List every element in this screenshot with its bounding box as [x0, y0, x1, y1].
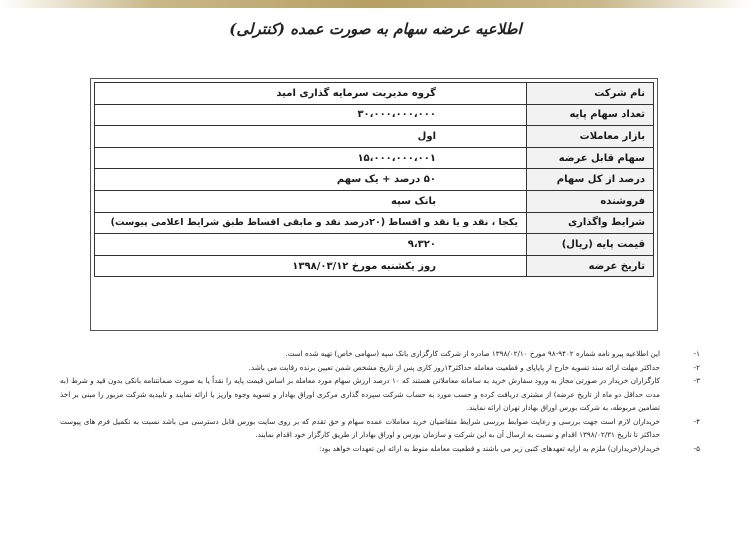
- note-text: این اطلاعیه پیرو نامه شماره ۹۴۰۲-۹۸ مورخ ۱۳۹۸/۰۲/۱۰ صادره از شرکت کارگزاری بانک سپه (سهامی خاص) تهیه شده است.: [285, 349, 660, 358]
- table-row-market: [95, 126, 654, 148]
- row-label: نام شرکت: [527, 83, 654, 105]
- row-label: بازار معاملات: [527, 126, 654, 148]
- note-number: ۵-: [693, 443, 700, 453]
- note-item: [60, 415, 700, 442]
- table-row-terms: [95, 212, 654, 234]
- note-item: [60, 347, 700, 361]
- note-number: ۴-: [693, 416, 700, 426]
- table-row-seller: [95, 190, 654, 212]
- note-text: خریدار(خریداران) ملزم به ارایه تعهدهای کتبی زیر می باشند و قطعیت معامله منوط به ارائه این تعهدات خواهد بود:: [319, 443, 660, 453]
- row-label: شرایط واگذاری: [527, 212, 654, 234]
- table-row-company-name: [95, 83, 654, 105]
- notes-list: [60, 347, 700, 455]
- note-item: [60, 442, 700, 456]
- page-title: اطلاعیه عرضه سهام به صورت عمده (کنترلی): [229, 20, 522, 38]
- header-decorative-bar: [0, 0, 751, 8]
- note-text: حداکثر مهلت ارائه سند تسویه خارج از پایاپای و قطعیت معامله حداکثر۱۴روز کاری پس از تاریخ مشخص شمن تعیین برنده رقابت می باشد.: [248, 362, 660, 372]
- row-label: سهام قابل عرضه: [527, 147, 654, 169]
- row-value: اول: [95, 126, 527, 148]
- row-value: روز یکشنبه مورخ ۱۳۹۸/۰۳/۱۲: [95, 255, 527, 277]
- row-value: گروه مدیریت سرمایه گذاری امید: [95, 83, 527, 105]
- row-value: ۹،۳۲۰: [95, 234, 527, 256]
- note-number: ۱-: [693, 349, 700, 358]
- table-row-percentage: [95, 169, 654, 191]
- row-label: تاریخ عرضه: [527, 255, 654, 277]
- row-value: یکجا ، نقد و یا نقد و اقساط (۲۰درصد نقد و مابقی اقساط طبق شرایط اعلامی پیوست): [95, 212, 527, 234]
- note-item: [60, 374, 700, 415]
- table-row-offered-shares: [95, 147, 654, 169]
- note-number: ۳-: [693, 376, 700, 385]
- row-value: ۳۰،۰۰۰،۰۰۰،۰۰۰: [95, 104, 527, 126]
- note-text: کارگزاران خریدار در صورتی مجاز به ورود سفارش خرید به سامانه معاملاتی هستند که ۱۰ درصد ارزش سهام مورد معامله بر اساس قیمت پایه را نقداً یا به صورت ضمانتنامه بانکی بدون قید و شرط (به مدت حداقل دو ماه از تاریخ عرضه) از مشتری دریافت کرده و حسب مورد به حساب شرکت سپرده گذاری مرکزی اوراق بهادار و تسویه وجوه واریز یا ارائه نمایند و تاییدیه شرکت مزبور را مبنی بر اخذ تضامین مربوطه، به شرکت بورس اوراق بهادار تهران ارائه نمایند.: [60, 376, 660, 412]
- row-value: ۱۵،۰۰۰،۰۰۰،۰۰۱: [95, 147, 527, 169]
- note-item: [60, 361, 700, 375]
- note-number: ۲-: [693, 362, 700, 372]
- table-row-offer-date: [95, 255, 654, 277]
- row-label: قیمت پایه (ریال): [527, 234, 654, 256]
- offering-details-table: [94, 82, 654, 277]
- table-row-base-price: [95, 234, 654, 256]
- table-row-base-shares: [95, 104, 654, 126]
- offering-details-frame: [90, 78, 658, 331]
- row-value: ۵۰ درصد + یک سهم: [95, 169, 527, 191]
- row-value: بانک سپه: [95, 190, 527, 212]
- row-label: فروشنده: [527, 190, 654, 212]
- row-label: درصد از کل سهام: [527, 169, 654, 191]
- row-label: تعداد سهام پایه: [527, 104, 654, 126]
- note-text: خریداران لازم است جهت بررسی و رعایت ضوابط بررسی شرایط متقاضیان خرید معاملات عمده سهام و حق تقدم که بر روی سایت بورس قابل دسترسی می باشد نسبت به تکمیل فرم های پیوست حداکثر تا تاریخ ۱۳۹۸/۰۲/۳۱ اقدام و نسبت به ارسال آن به این شرکت و سازمان بورس و اوراق بهادار از طریق کارگزار خود اقدام نمایند.: [60, 416, 660, 439]
